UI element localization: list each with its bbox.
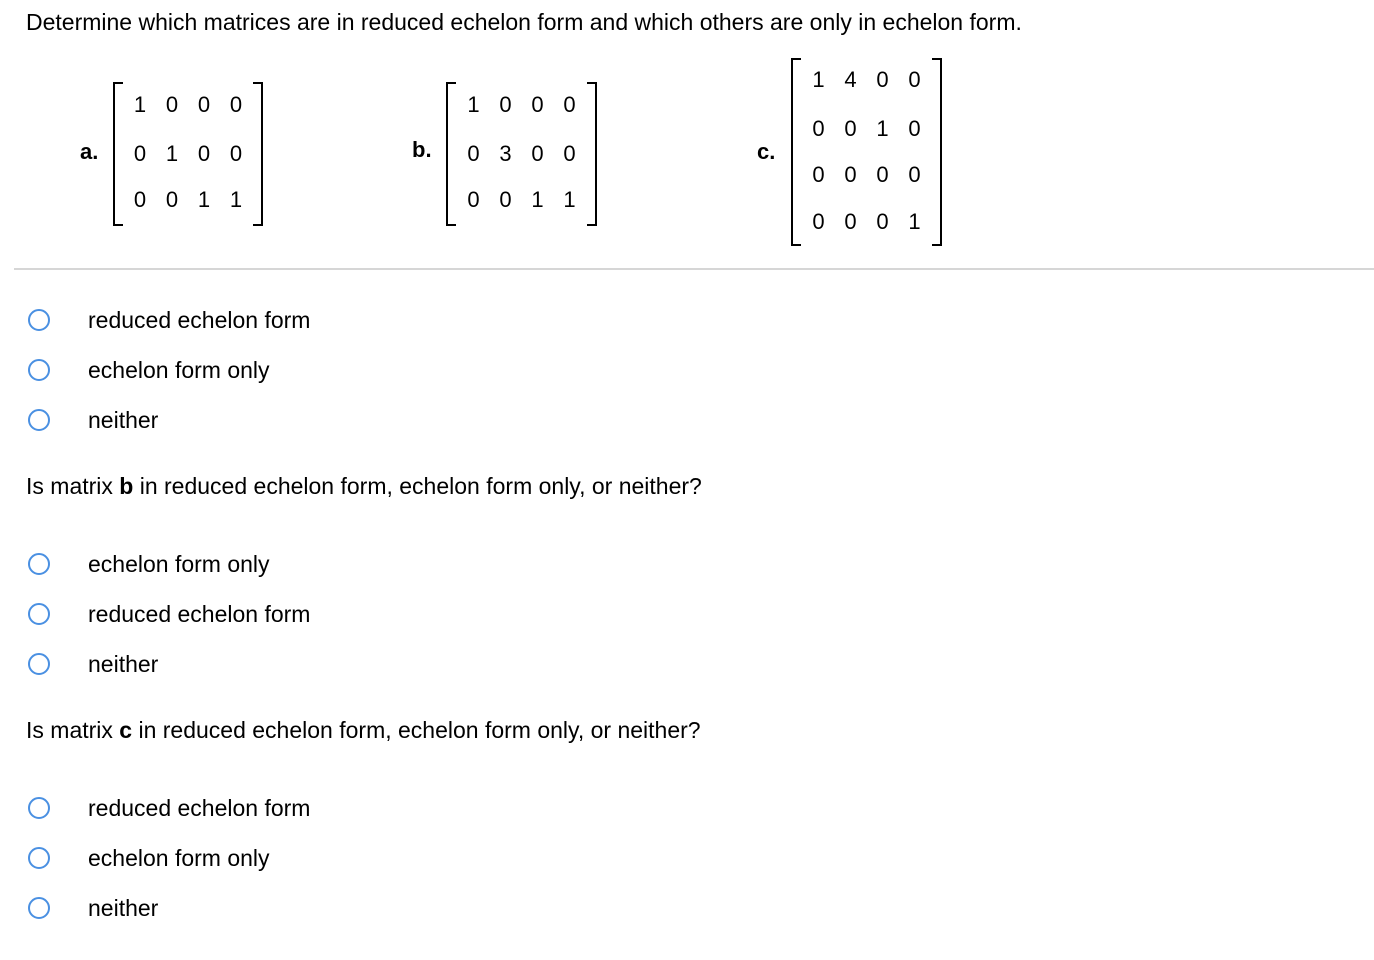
matrix-b-label: b. [412,137,432,162]
matrix-cell: 0 [876,209,889,234]
matrix-cell: 1 [908,209,921,234]
matrix-cell: 0 [812,209,825,234]
question-text-end: in reduced echelon form, echelon form only, or neither? [132,717,701,743]
matrix-cell: 0 [876,67,889,92]
matrix-a-row [115,142,261,166]
option-label: reduced echelon form [88,795,311,821]
matrix-c-row [793,117,940,141]
question-text-start: Is matrix [26,473,120,499]
matrix-a [113,82,263,226]
matrix-cell: 0 [229,141,243,166]
option-label: neither [88,895,159,921]
option-label: neither [88,407,159,433]
radio-button[interactable] [28,553,50,575]
matrix-cell: 0 [812,162,825,187]
option-label: echelon form only [88,845,270,871]
matrix-b-row [448,188,595,212]
matrix-cell: 0 [876,162,889,187]
radio-button[interactable] [28,359,50,381]
divider [14,268,1374,270]
matrix-cell: 1 [197,187,211,212]
radio-button[interactable] [28,797,50,819]
matrix-cell: 0 [844,162,857,187]
question-text-end: in reduced echelon form, echelon form only, or neither? [133,473,702,499]
matrix-cell: 1 [467,92,480,117]
matrix-b-row [448,142,595,166]
matrix-b [446,82,597,226]
q3-option-reduced-echelon[interactable] [28,793,310,823]
matrix-cell: 0 [133,187,147,212]
option-label: echelon form only [88,551,270,577]
radio-button[interactable] [28,653,50,675]
matrix-cell: 0 [531,92,544,117]
matrix-cell: 0 [467,187,480,212]
matrix-c [791,58,942,246]
option-label: reduced echelon form [88,601,311,627]
matrix-cell: 0 [499,187,512,212]
question-matrix-letter: c [119,717,133,743]
question-matrix-letter: b [119,473,134,499]
q2-option-neither[interactable] [28,649,158,679]
matrix-cell: 0 [197,141,211,166]
q1-option-echelon-only[interactable] [28,355,270,385]
matrix-cell: 0 [531,141,544,166]
matrix-cell: 0 [563,92,576,117]
matrix-cell: 0 [133,141,147,166]
question-matrix-c [26,716,701,744]
option-label: neither [88,651,159,677]
option-label: echelon form only [88,357,270,383]
q1-option-neither[interactable] [28,405,158,435]
matrix-c-row [793,68,940,92]
q2-option-echelon-only[interactable] [28,549,270,579]
matrix-a-row [115,188,261,212]
matrix-cell: 0 [908,67,921,92]
matrix-cell: 1 [812,67,825,92]
matrix-cell: 1 [531,187,544,212]
matrix-cell: 3 [499,141,512,166]
matrix-a-label: a. [80,139,99,164]
matrix-cell: 4 [844,67,857,92]
question-prompt: Determine which matrices are in reduced echelon form and which others are only in echelon form. [26,9,1022,35]
matrix-c-row [793,210,940,234]
matrix-cell: 0 [165,187,179,212]
matrix-cell: 1 [876,116,889,141]
question-matrix-b [26,472,702,500]
matrix-cell: 0 [165,92,179,117]
matrix-cell: 0 [844,116,857,141]
matrix-cell: 1 [563,187,576,212]
radio-button[interactable] [28,309,50,331]
radio-button[interactable] [28,603,50,625]
radio-button[interactable] [28,847,50,869]
matrix-cell: 0 [908,162,921,187]
matrix-cell: 0 [563,141,576,166]
option-label: reduced echelon form [88,307,311,333]
matrix-cell: 0 [467,141,480,166]
q1-option-reduced-echelon[interactable] [28,305,310,335]
radio-button[interactable] [28,409,50,431]
q3-option-neither[interactable] [28,893,158,923]
matrix-cell: 0 [197,92,211,117]
q2-option-reduced-echelon[interactable] [28,599,310,629]
matrix-cell: 0 [844,209,857,234]
radio-button[interactable] [28,897,50,919]
matrix-cell: 1 [133,92,147,117]
q3-option-echelon-only[interactable] [28,843,270,873]
matrix-c-row [793,163,940,187]
question-text-start: Is matrix [26,717,120,743]
matrix-cell: 1 [229,187,243,212]
matrix-b-row [448,93,595,117]
matrix-cell: 0 [229,92,243,117]
matrix-cell: 0 [812,116,825,141]
matrix-cell: 1 [165,141,179,166]
matrix-c-label: c. [757,139,776,164]
matrix-cell: 0 [908,116,921,141]
matrix-cell: 0 [499,92,512,117]
matrix-a-row [115,93,261,117]
